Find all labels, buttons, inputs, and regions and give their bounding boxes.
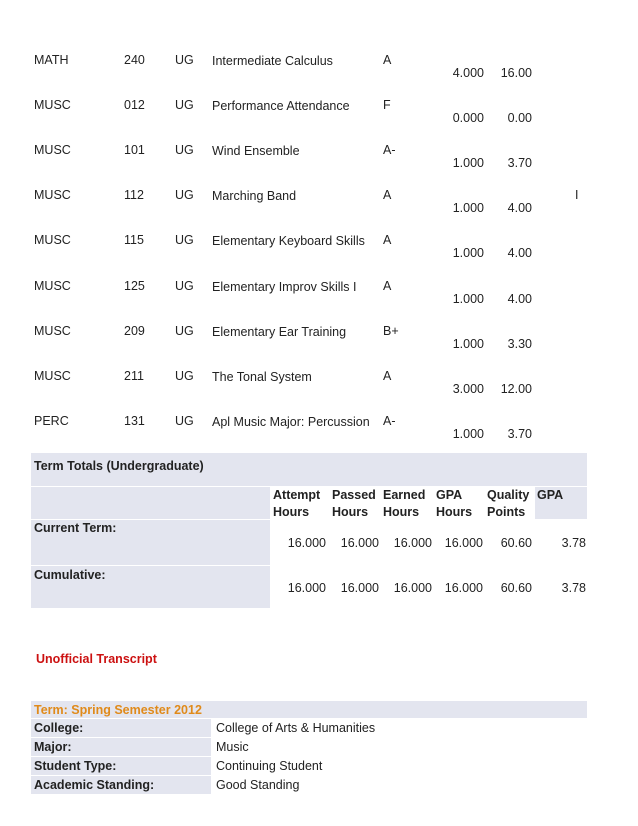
course-subject: PERC bbox=[34, 413, 69, 428]
course-level: UG bbox=[175, 413, 194, 428]
course-row bbox=[0, 279, 638, 324]
course-level: UG bbox=[175, 53, 194, 67]
course-number: 209 bbox=[124, 323, 145, 338]
course-level: UG bbox=[175, 188, 194, 203]
course-grade: B+ bbox=[383, 323, 399, 338]
course-subject: MUSC bbox=[34, 233, 71, 248]
course-number: 240 bbox=[124, 53, 145, 67]
course-title: Performance Attendance bbox=[212, 99, 350, 114]
term-field-label: Student Type: bbox=[34, 759, 117, 773]
term-field-value: Good Standing bbox=[216, 778, 300, 792]
course-number: 211 bbox=[124, 368, 144, 383]
course-quality-points: 4.00 bbox=[507, 291, 532, 306]
current-passed: 16.000 bbox=[340, 536, 379, 550]
unofficial-transcript-label: Unofficial Transcript bbox=[36, 652, 157, 666]
course-hours: 0.000 bbox=[452, 111, 484, 126]
cumulative-quality-points: 60.60 bbox=[500, 581, 532, 595]
course-quality-points: 0.00 bbox=[507, 111, 532, 126]
course-title: Elementary Ear Training bbox=[212, 324, 347, 339]
course-subject: MATH bbox=[34, 53, 69, 67]
course-quality-points: 3.70 bbox=[507, 426, 532, 441]
course-hours: 1.000 bbox=[452, 291, 484, 306]
cumulative-gpa-hours: 16.000 bbox=[444, 581, 483, 595]
course-row bbox=[0, 143, 638, 188]
course-title: Marching Band bbox=[212, 189, 297, 204]
course-grade: A bbox=[383, 278, 392, 293]
course-grade: A- bbox=[383, 143, 396, 158]
term-field-value: Music bbox=[216, 740, 249, 754]
course-level: UG bbox=[175, 278, 194, 293]
course-row bbox=[0, 233, 638, 278]
cumulative-label: Cumulative: bbox=[34, 568, 106, 582]
course-row bbox=[0, 324, 638, 369]
course-grade: A bbox=[383, 368, 392, 383]
course-quality-points: 3.70 bbox=[507, 156, 532, 171]
course-number: 131 bbox=[124, 413, 145, 428]
col-earned-hours: Earned Hours bbox=[383, 488, 426, 519]
current-attempt: 16.000 bbox=[287, 536, 326, 550]
course-title: Elementary Keyboard Skills bbox=[212, 234, 365, 249]
course-title: Elementary Improv Skills I bbox=[212, 279, 357, 294]
course-level: UG bbox=[175, 323, 194, 338]
course-subject: MUSC bbox=[34, 368, 71, 383]
term-field-label: Academic Standing: bbox=[34, 778, 155, 792]
course-quality-points: 16.00 bbox=[500, 66, 532, 80]
course-grade: A bbox=[383, 233, 392, 248]
course-grade: A bbox=[383, 53, 392, 67]
current-gpa: 3.78 bbox=[561, 536, 586, 550]
course-quality-points: 12.00 bbox=[500, 381, 532, 396]
col-quality-points: Quality Points bbox=[487, 488, 530, 519]
course-hours: 1.000 bbox=[452, 426, 484, 441]
course-row bbox=[0, 369, 638, 414]
course-row bbox=[0, 98, 638, 143]
course-number: 012 bbox=[124, 98, 145, 113]
course-title: Wind Ensemble bbox=[212, 144, 300, 159]
course-number: 112 bbox=[124, 188, 144, 203]
course-number: 125 bbox=[124, 278, 145, 293]
course-flag: I bbox=[575, 188, 579, 203]
course-hours: 1.000 bbox=[452, 201, 484, 216]
course-title: Intermediate Calculus bbox=[212, 54, 333, 68]
course-number: 101 bbox=[124, 143, 145, 158]
course-subject: MUSC bbox=[34, 278, 71, 293]
course-hours: 4.000 bbox=[452, 66, 484, 80]
course-row bbox=[0, 53, 638, 98]
course-number: 115 bbox=[124, 233, 144, 248]
course-title: The Tonal System bbox=[212, 369, 312, 384]
current-gpa-hours: 16.000 bbox=[444, 536, 483, 550]
col-gpa-hours: GPA Hours bbox=[436, 488, 473, 519]
course-subject: MUSC bbox=[34, 98, 71, 113]
term-field-value: College of Arts & Humanities bbox=[216, 721, 376, 735]
course-grade: A- bbox=[383, 413, 396, 428]
course-subject: MUSC bbox=[34, 188, 71, 203]
course-hours: 1.000 bbox=[452, 156, 484, 171]
cumulative-gpa: 3.78 bbox=[561, 581, 586, 595]
course-hours: 1.000 bbox=[452, 336, 484, 351]
current-earned: 16.000 bbox=[393, 536, 432, 550]
cumulative-attempt: 16.000 bbox=[287, 581, 326, 595]
col-gpa: GPA bbox=[537, 488, 564, 502]
course-quality-points: 4.00 bbox=[507, 246, 532, 261]
term-totals-heading: Term Totals (Undergraduate) bbox=[34, 459, 204, 473]
course-level: UG bbox=[175, 233, 194, 248]
course-quality-points: 4.00 bbox=[507, 201, 532, 216]
course-subject: MUSC bbox=[34, 323, 71, 338]
course-title: Apl Music Major: Percussion bbox=[212, 414, 370, 429]
course-hours: 1.000 bbox=[452, 246, 484, 261]
course-row bbox=[0, 188, 638, 233]
course-grade: F bbox=[383, 98, 391, 113]
current-quality-points: 60.60 bbox=[500, 536, 532, 550]
term-field-value: Continuing Student bbox=[216, 759, 323, 773]
course-level: UG bbox=[175, 98, 194, 113]
cumulative-passed: 16.000 bbox=[340, 581, 379, 595]
current-term-label: Current Term: bbox=[34, 521, 117, 535]
term-field-label: College: bbox=[34, 721, 84, 735]
course-hours: 3.000 bbox=[452, 381, 484, 396]
course-level: UG bbox=[175, 368, 194, 383]
totals-col-blank-band bbox=[31, 487, 270, 519]
term-field-label: Major: bbox=[34, 740, 72, 754]
course-grade: A bbox=[383, 188, 392, 203]
term-heading: Term: Spring Semester 2012 bbox=[34, 703, 202, 717]
course-quality-points: 3.30 bbox=[507, 336, 532, 351]
course-level: UG bbox=[175, 143, 194, 158]
col-attempt-hours: Attempt Hours bbox=[273, 488, 321, 519]
cumulative-earned: 16.000 bbox=[393, 581, 432, 595]
course-subject: MUSC bbox=[34, 143, 71, 158]
col-passed-hours: Passed Hours bbox=[332, 488, 376, 519]
